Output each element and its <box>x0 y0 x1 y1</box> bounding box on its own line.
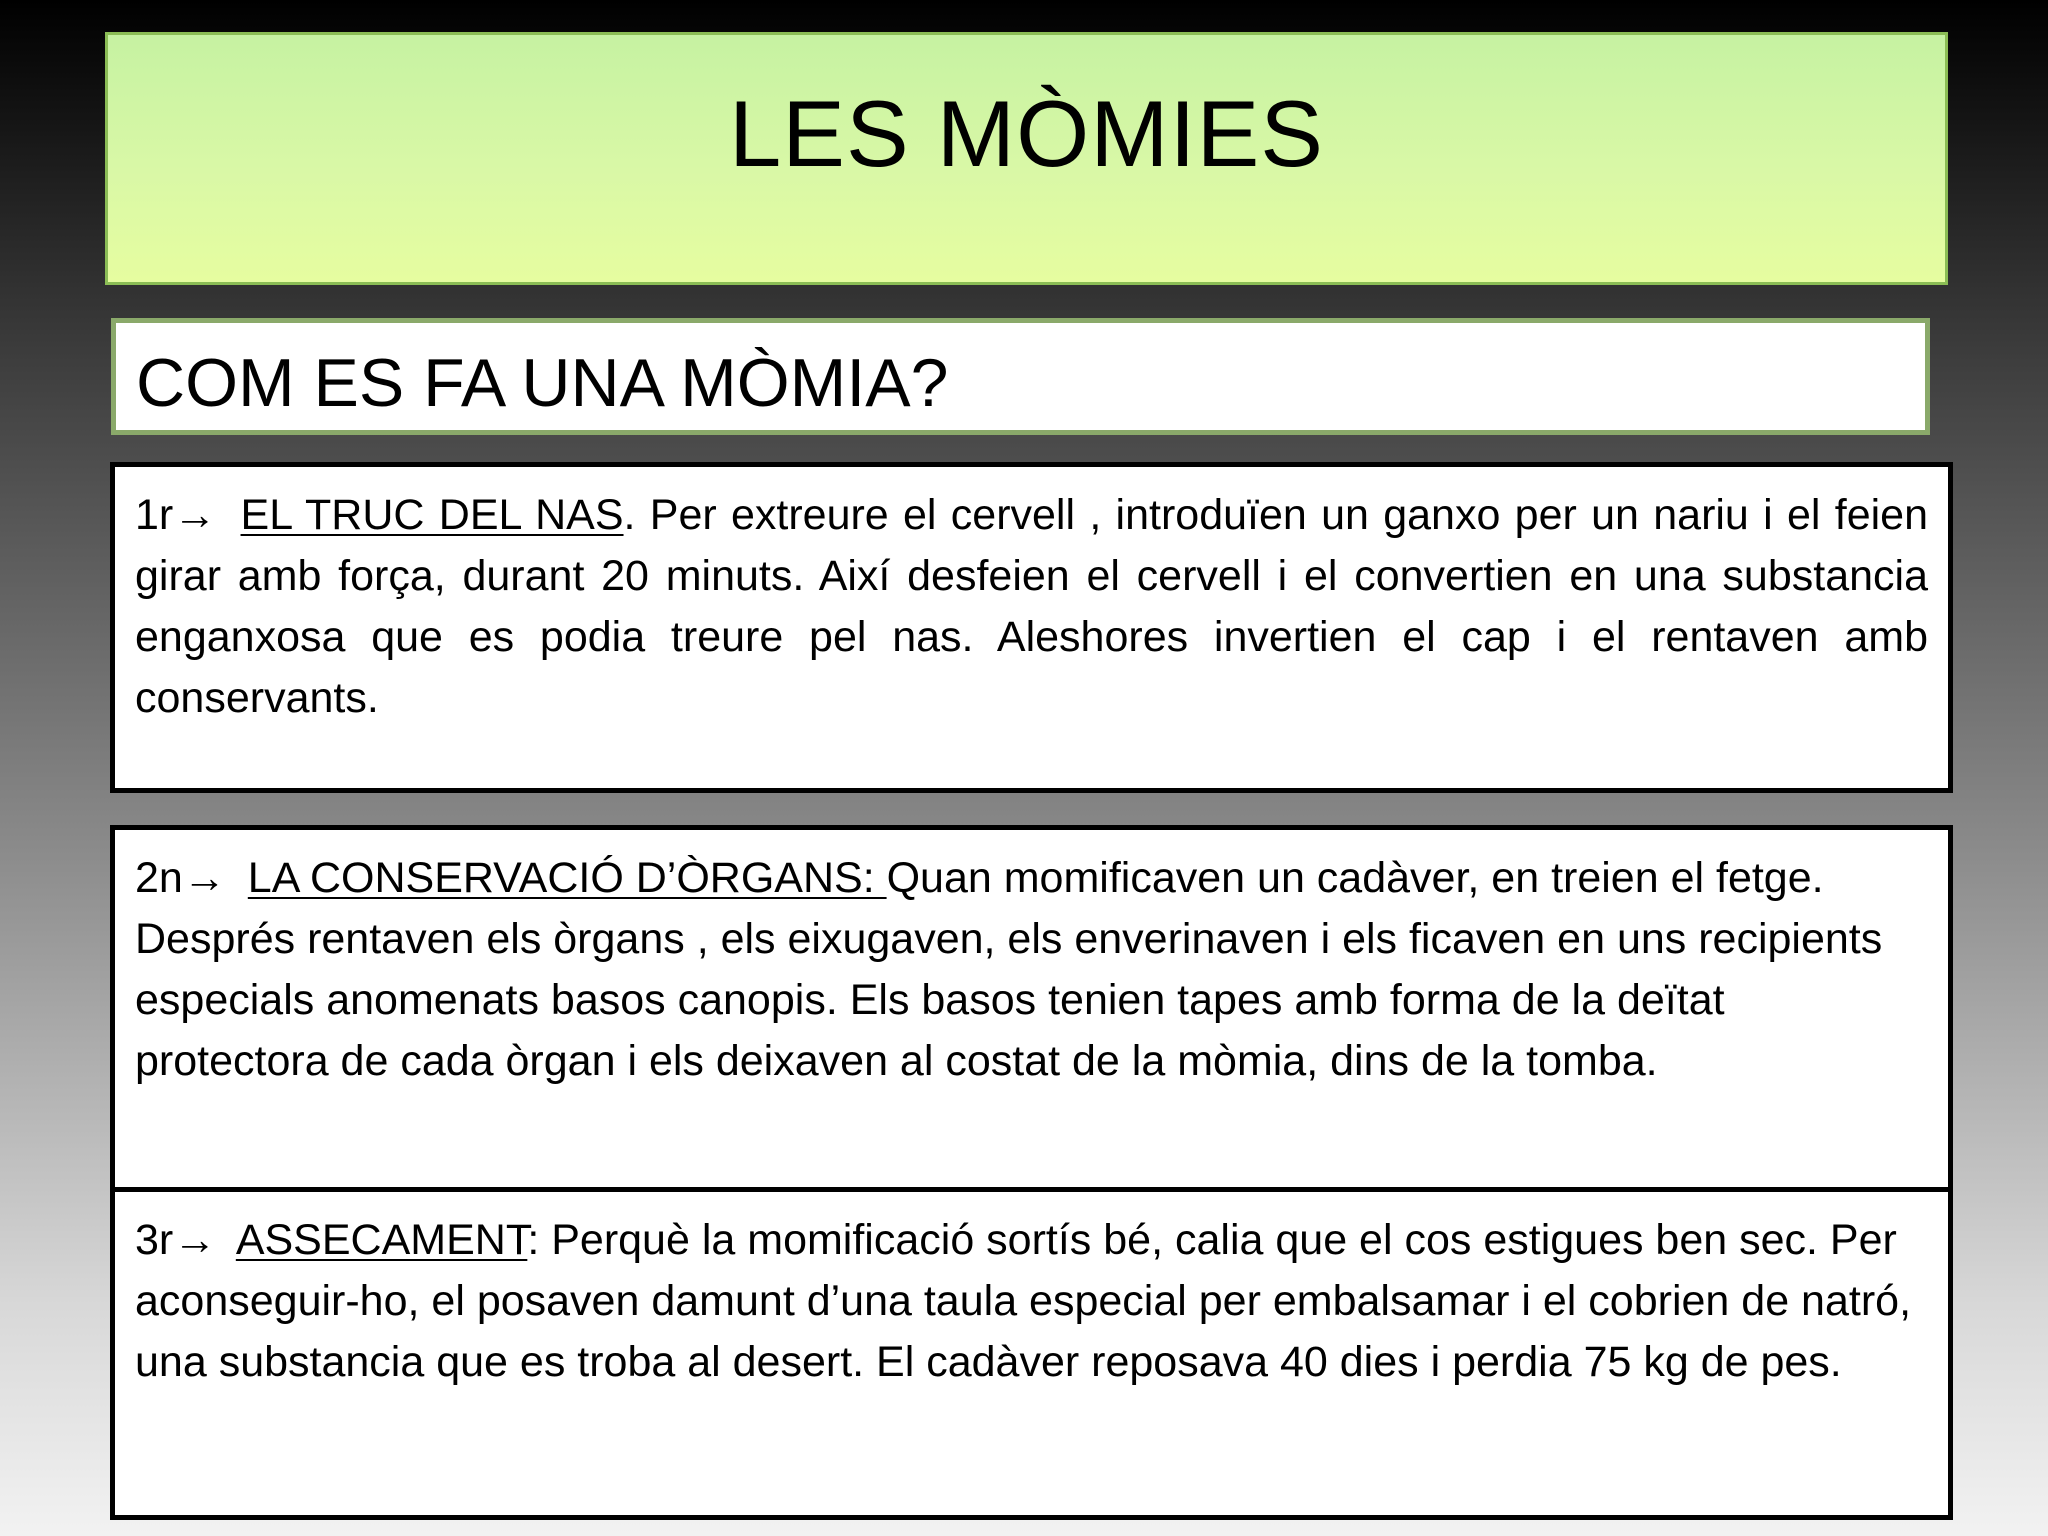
step-separator: : <box>527 1216 540 1264</box>
step-box-2 <box>110 825 1953 1192</box>
arrow-right-icon: → <box>173 1216 217 1264</box>
step-heading: ASSECAMENT <box>235 1216 528 1264</box>
step-heading: EL TRUC DEL NAS <box>240 491 624 539</box>
slide-title: LES MÒMIES <box>728 81 1325 186</box>
step-text: Perquè la momificació sortís bé, calia que el cos estigues ben sec. Per aconseguir-ho, el posaven damunt d’una taula especial per embalsamar i el cobrien de natró, una substancia que es troba al desert. El cadàver reposava 40 dies i perdia 75 kg de pes. <box>135 1216 1912 1386</box>
title-banner <box>105 32 1948 285</box>
step-number: 1r <box>135 491 174 539</box>
step-text: Per extreure el cervell , introduïen un ganxo per un nariu i el feien girar amb força, durant 20 minuts. Així desfeien el cervell i el convertien en una substancia enganxosa que es podia treure pel nas. Aleshores invertien el cap i el rentaven amb conservants. <box>135 491 1928 722</box>
subtitle-banner <box>111 318 1930 435</box>
step-heading: LA CONSERVACIÓ D’ÒRGANS: <box>247 854 887 902</box>
arrow-right-icon: → <box>182 854 226 902</box>
step-number: 2n <box>135 854 183 902</box>
step-number: 3r <box>135 1216 174 1264</box>
arrow-right-icon: → <box>173 491 217 539</box>
step-box-1 <box>110 462 1953 793</box>
step-box-3 <box>110 1187 1953 1520</box>
slide-subtitle: COM ES FA UNA MÒMIA? <box>136 345 949 421</box>
step-text: Quan momificaven un cadàver, en treien el fetge. Després rentaven els òrgans , els eixugaven, els enverinaven i els ficaven en uns recipients especials anomenats basos canopis. Els basos tenien tapes amb forma de la deïtat protectora de cada òrgan i els deixaven al costat de la mòmia, dins de la tomba. <box>135 854 1883 1085</box>
step-separator: . <box>623 491 636 539</box>
